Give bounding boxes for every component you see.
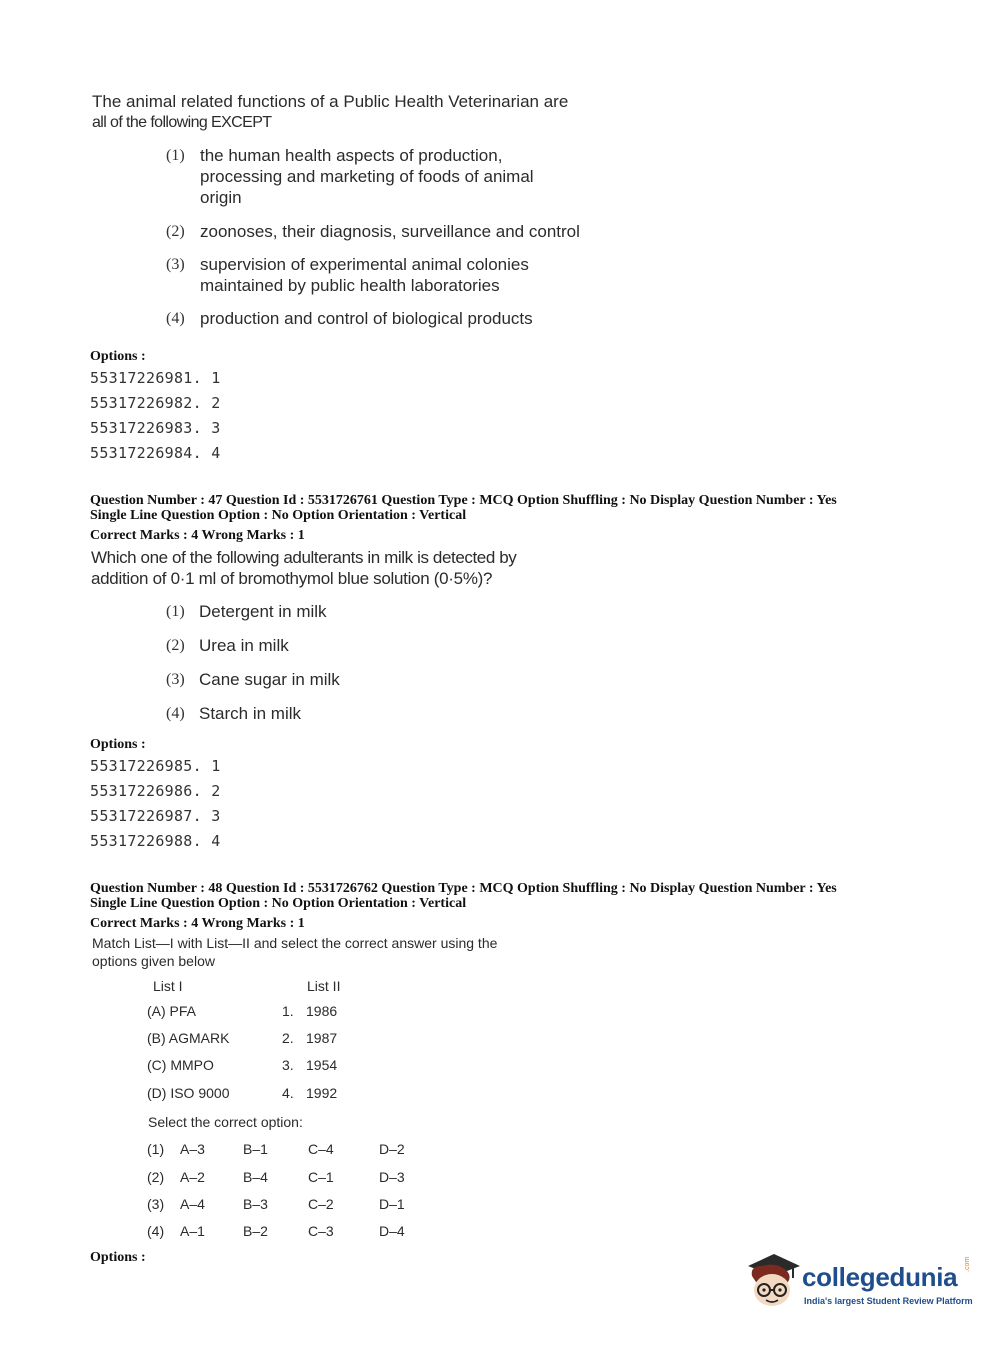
q48-list-row-b-num: 2. xyxy=(282,1030,294,1046)
q46-option-id-1: 55317226981. 1 xyxy=(90,369,221,387)
logo-brand xyxy=(802,1256,971,1293)
q47-option-1-text: Detergent in milk xyxy=(199,602,327,621)
q48-answer-2-d: D–3 xyxy=(379,1169,405,1185)
q48-options-label: Options : xyxy=(90,1250,146,1265)
q47-text-line2: addition of 0·1 ml of bromothymol blue solution (0·5%)? xyxy=(91,569,493,588)
q46-option-1-line1: the human health aspects of production, xyxy=(200,146,503,165)
q46-option-4-number: (4) xyxy=(166,310,185,327)
q48-answer-2-b: B–4 xyxy=(243,1169,268,1185)
q48-list-row-d-item: (D) ISO 9000 xyxy=(147,1085,230,1101)
q48-text-line2: options given below xyxy=(92,953,215,969)
q48-meta-line1: Question Number : 48 Question Id : 5531726762 Question Type : MCQ Option Shuffling : No Display Question Number : Yes xyxy=(90,881,837,896)
q47-option-2-text: Urea in milk xyxy=(199,636,289,655)
q48-answer-3-a: A–4 xyxy=(180,1196,205,1212)
q48-list-row-b-year: 1987 xyxy=(306,1030,338,1046)
q47-option-4-text: Starch in milk xyxy=(199,704,302,723)
logo-tagline: India's largest Student Review Platform xyxy=(804,1296,973,1306)
q48-list-row-d-year: 1992 xyxy=(306,1085,338,1101)
q48-answer-4-c: C–3 xyxy=(308,1223,334,1239)
q48-answer-2-a: A–2 xyxy=(180,1169,205,1185)
q46-option-1-line3: origin xyxy=(200,188,242,207)
q48-answer-1-b: B–1 xyxy=(243,1141,268,1157)
q48-select-label: Select the correct option: xyxy=(148,1114,303,1130)
q46-options-label: Options : xyxy=(90,349,146,364)
q47-option-id-3: 55317226987. 3 xyxy=(90,807,221,825)
q46-text-line2: all of the following EXCEPT xyxy=(92,114,272,131)
q47-question-text xyxy=(91,547,516,589)
q48-answer-1-a: A–3 xyxy=(180,1141,205,1157)
q47-meta-line1: Question Number : 47 Question Id : 5531726761 Question Type : MCQ Option Shuffling : No Display Question Number : Yes xyxy=(90,493,837,508)
q47-option-id-1: 55317226985. 1 xyxy=(90,757,221,775)
q47-option-id-2: 55317226986. 2 xyxy=(90,782,221,800)
q48-answer-1-c: C–4 xyxy=(308,1141,334,1157)
q48-list-row-c-year: 1954 xyxy=(306,1057,338,1073)
q48-answer-1-d: D–2 xyxy=(379,1141,405,1157)
q48-list-row-d-num: 4. xyxy=(282,1085,294,1101)
logo-brand-name: collegedunia xyxy=(802,1262,958,1292)
logo-brand-com: .com xyxy=(964,1256,971,1272)
q46-option-id-2: 55317226982. 2 xyxy=(90,394,221,412)
q47-option-1-number: (1) xyxy=(166,603,185,620)
mascot-icon xyxy=(742,1248,802,1312)
q48-answer-4-b: B–2 xyxy=(243,1223,268,1239)
q48-list-row-a-num: 1. xyxy=(282,1003,294,1019)
q47-option-3-text: Cane sugar in milk xyxy=(199,670,340,689)
q47-option-3-number: (3) xyxy=(166,671,185,688)
q46-option-2-line1: zoonoses, their diagnosis, surveillance and control xyxy=(200,222,580,241)
q48-list-row-c-item: (C) MMPO xyxy=(147,1057,214,1073)
q48-answer-2-c: C–1 xyxy=(308,1169,334,1185)
q48-answer-4-num: (4) xyxy=(147,1223,165,1239)
q47-marks: Correct Marks : 4 Wrong Marks : 1 xyxy=(90,528,305,543)
q46-option-id-4: 55317226984. 4 xyxy=(90,444,221,462)
q48-list-row-a-item: (A) PFA xyxy=(147,1003,197,1019)
q48-marks: Correct Marks : 4 Wrong Marks : 1 xyxy=(90,916,305,931)
q46-option-1-line2: processing and marketing of foods of animal xyxy=(200,167,534,186)
q47-option-2-number: (2) xyxy=(166,637,185,654)
q48-answer-4-d: D–4 xyxy=(379,1223,405,1239)
q46-option-3-line1: supervision of experimental animal colonies xyxy=(200,255,529,274)
q48-answer-3-num: (3) xyxy=(147,1196,165,1212)
q46-option-2-number: (2) xyxy=(166,223,185,240)
q47-option-4-number: (4) xyxy=(166,705,185,722)
q48-answer-3-b: B–3 xyxy=(243,1196,268,1212)
q46-option-4-line1: production and control of biological products xyxy=(200,309,533,328)
q48-list-row-b-item: (B) AGMARK xyxy=(147,1030,230,1046)
q46-option-3-number: (3) xyxy=(166,256,185,273)
q47-meta-line2: Single Line Question Option : No Option Orientation : Vertical xyxy=(90,508,467,523)
q48-list1-header: List I xyxy=(153,978,183,994)
q48-list-row-a-year: 1986 xyxy=(306,1003,338,1019)
q48-text-line1: Match List—I with List—II and select the correct answer using the xyxy=(92,935,498,951)
q47-text-line1: Which one of the following adulterants in milk is detected by xyxy=(91,548,517,567)
q48-answer-4-a: A–1 xyxy=(180,1223,205,1239)
collegedunia-logo[interactable] xyxy=(742,1248,972,1318)
q48-list2-header: List II xyxy=(307,978,341,994)
q48-list-row-c-num: 3. xyxy=(282,1057,294,1073)
q46-option-1-number: (1) xyxy=(166,147,185,164)
q48-answer-2-num: (2) xyxy=(147,1169,165,1185)
q48-answer-1-num: (1) xyxy=(147,1141,165,1157)
q46-question-text xyxy=(92,91,568,133)
q48-question-text xyxy=(92,934,497,970)
q46-option-3-line2: maintained by public health laboratories xyxy=(200,276,500,295)
q47-option-id-4: 55317226988. 4 xyxy=(90,832,221,850)
q47-options-label: Options : xyxy=(90,737,146,752)
q46-text-line1: The animal related functions of a Public Health Veterinarian are xyxy=(92,92,569,111)
q48-answer-3-d: D–1 xyxy=(379,1196,405,1212)
q48-meta-line2: Single Line Question Option : No Option Orientation : Vertical xyxy=(90,896,467,911)
q48-answer-3-c: C–2 xyxy=(308,1196,334,1212)
q46-option-id-3: 55317226983. 3 xyxy=(90,419,221,437)
